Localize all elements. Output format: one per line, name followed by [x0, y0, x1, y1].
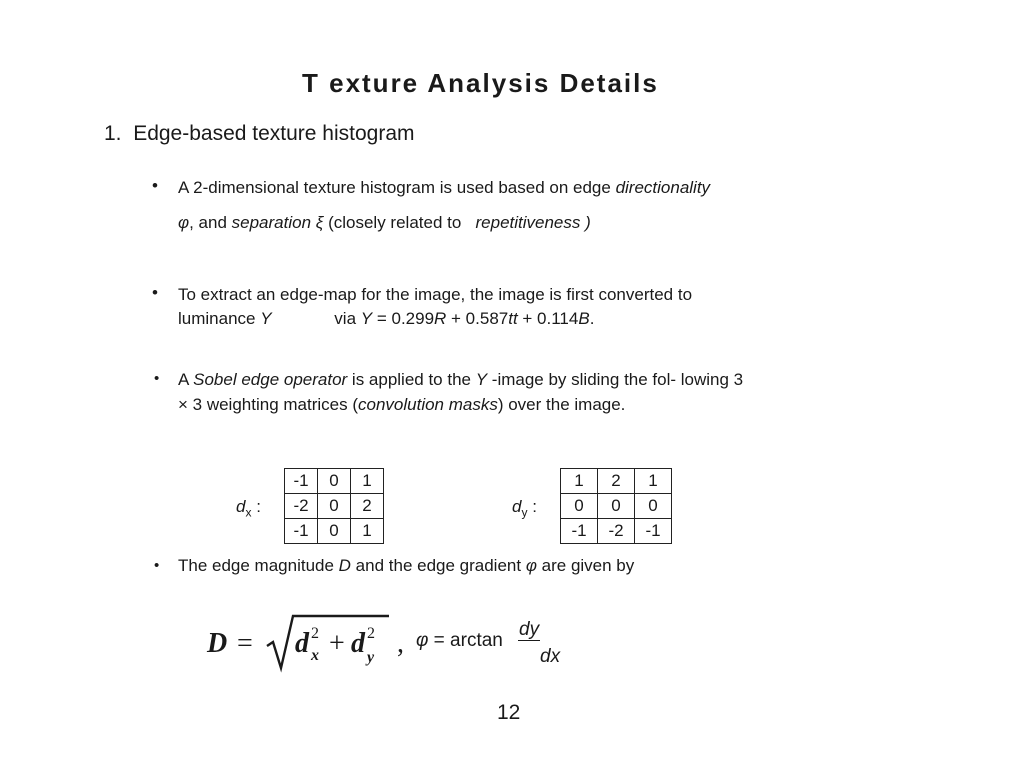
magnitude-term2: d [351, 628, 365, 659]
matrix-dy [560, 468, 672, 544]
gradient-arctan: = arctan [428, 630, 503, 651]
matrix-dy-cell: 0 [598, 494, 635, 519]
matrix-dx-cell: -1 [285, 469, 318, 494]
bullet-2-period: . [589, 309, 595, 328]
matrix-dx-row-3 [285, 519, 384, 544]
gradient-lhs: φ [416, 630, 429, 651]
magnitude-term2-sup: 2 [367, 625, 375, 642]
bullet-1-line-2 [178, 213, 591, 233]
bullet-2-luminance: luminance [178, 309, 261, 328]
matrix-dx-cell: -2 [285, 494, 318, 519]
matrix-dx-row-1 [285, 469, 384, 494]
magnitude-plus: + [329, 628, 345, 659]
gradient-formula [416, 630, 503, 652]
bullet-marker-3: • [154, 370, 160, 387]
matrix-dx-cell: 1 [351, 519, 384, 544]
matrix-dx-label-sub: x [245, 505, 252, 520]
bullet-2-var-r: R [434, 309, 447, 328]
bullet-2-coef-b: + 0.114 [517, 309, 579, 328]
bullet-2-eq-y: Y [360, 309, 373, 328]
matrix-dx-label-colon: : [251, 497, 261, 516]
bullet-1-and: , and [189, 213, 232, 232]
matrix-dx-cell: 1 [351, 469, 384, 494]
bullet-2-coef-r: = 0.299 [372, 309, 435, 328]
matrix-dy-cell: -1 [635, 519, 672, 544]
matrix-dx-label [236, 497, 261, 519]
matrix-dy-cell: 1 [561, 469, 598, 494]
matrix-dy-label [512, 497, 537, 519]
magnitude-term1: d [295, 628, 309, 659]
bullet-2-coef-g: + 0.587 [446, 309, 509, 328]
bullet-3-a: A [178, 370, 194, 389]
bullet-3-sliding: -image by sliding the fol- lowing 3 [487, 370, 744, 389]
bullet-3-over-image: ) over the image. [497, 395, 626, 414]
bullet-1-closely-related: (closely related to [323, 213, 467, 232]
page-number: 12 [497, 701, 521, 724]
magnitude-equals: = [237, 628, 253, 659]
bullet-marker-1: • [152, 176, 158, 195]
bullet-1-term-directionality: directionality [615, 178, 711, 197]
matrix-dx-label-var: d [236, 497, 246, 516]
bullet-3-sobel: Sobel edge operator [193, 370, 348, 389]
matrix-dy-label-sub: y [521, 505, 528, 520]
bullet-1-text-a: A 2-dimensional texture histogram is used based on edge [178, 178, 611, 197]
edge-magnitude-formula [205, 610, 420, 674]
bullet-4-phi: φ [525, 556, 537, 575]
matrix-dy-cell: 0 [635, 494, 672, 519]
matrix-dy-label-colon: : [527, 497, 537, 516]
bullet-1-term-repetitiveness: repetitiveness ) [475, 213, 591, 232]
matrix-dy-label-var: d [512, 497, 522, 516]
bullet-2-via: via [334, 309, 361, 328]
matrix-dx-cell: 0 [318, 494, 351, 519]
bullet-4-var-d: D [338, 556, 351, 575]
matrix-dy-row-1 [561, 469, 672, 494]
bullet-1-line-1 [178, 178, 710, 198]
bullet-4-line-1 [178, 556, 634, 576]
bullet-4-c: and the edge gradient [350, 556, 526, 575]
matrix-dx-cell: 0 [318, 469, 351, 494]
matrix-dy-cell: -2 [598, 519, 635, 544]
bullet-3-applied: is applied to the [347, 370, 476, 389]
bullet-2-var-y: Y [260, 309, 272, 328]
bullet-3-weighting: × 3 weighting matrices ( [178, 395, 358, 414]
bullet-1-term-separation: separation ξ [231, 213, 324, 232]
bullet-2-var-tt: tt [508, 309, 518, 328]
section-heading [104, 122, 415, 146]
matrix-dx-cell: -1 [285, 519, 318, 544]
magnitude-term1-sup: 2 [311, 625, 319, 642]
matrix-dy-row-2 [561, 494, 672, 519]
bullet-3-var-y: Y [475, 370, 488, 389]
magnitude-lhs: D [207, 628, 228, 659]
matrix-dx-cell: 2 [351, 494, 384, 519]
bullet-3-line-1 [178, 370, 743, 390]
matrix-dx-row-2 [285, 494, 384, 519]
section-number: 1. [104, 122, 122, 145]
matrix-dy-cell: -1 [561, 519, 598, 544]
magnitude-term1-sub: x [311, 647, 319, 664]
bullet-3-convolution-masks: convolution masks [358, 395, 498, 414]
magnitude-term2-sub: y [367, 649, 375, 666]
matrix-dy-cell: 2 [598, 469, 635, 494]
magnitude-comma: , [397, 628, 404, 659]
gradient-denominator: dx [540, 646, 561, 667]
matrix-dx [284, 468, 384, 544]
bullet-3-line-2 [178, 395, 625, 415]
bullet-2-line-1: To extract an edge-map for the image, the image is first converted to [178, 285, 693, 304]
gradient-numerator: dy [519, 619, 540, 640]
bullet-2-var-b: B [578, 309, 590, 328]
matrix-dy-cell: 1 [635, 469, 672, 494]
bullet-marker-4: • [154, 557, 160, 574]
matrix-dy-row-3 [561, 519, 672, 544]
bullet-marker-2: • [152, 283, 158, 302]
matrix-dx-cell: 0 [318, 519, 351, 544]
bullet-4-e: are given by [536, 556, 635, 575]
bullet-4-a: The edge magnitude [178, 556, 339, 575]
slide-title: T exture Analysis Details [302, 68, 659, 98]
bullet-1-phi: φ [178, 213, 190, 232]
section-title: Edge-based texture histogram [133, 122, 415, 145]
matrix-dy-cell: 0 [561, 494, 598, 519]
bullet-2-line-2 [178, 309, 594, 329]
